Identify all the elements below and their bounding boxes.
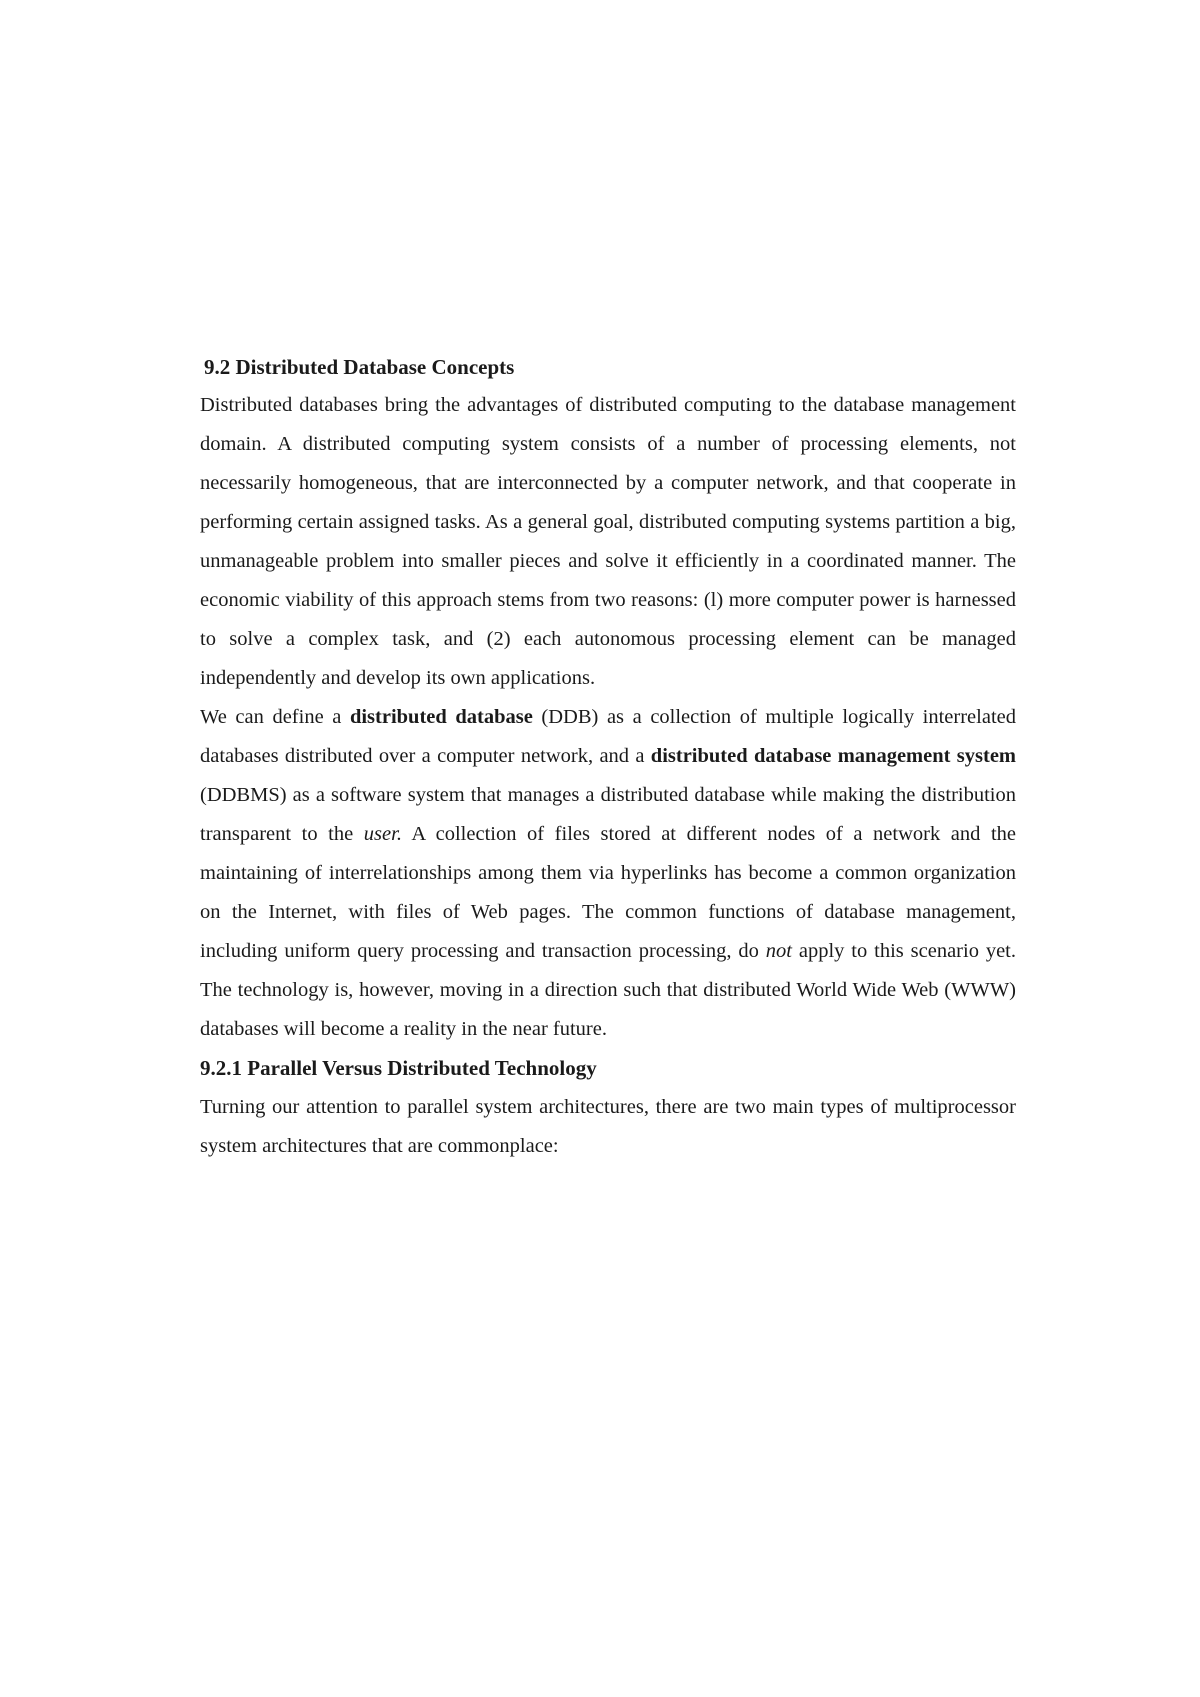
paragraph-text: We can define a	[200, 706, 350, 728]
emphasis-not: not	[765, 940, 792, 962]
term-distributed-database: distributed database	[349, 706, 533, 728]
term-ddbms: distributed database management system	[650, 745, 1016, 767]
paragraph-text: (DDB) as a collection of multiple logically interrelated databases distributed over a computer network, and a	[200, 706, 1016, 767]
paragraph-text: (DDBMS) as a software system that manages a distributed database while making the distribution transparent to the	[200, 784, 1016, 845]
paragraph-text: apply to this scenario yet. The technology is, however, moving in a direction such that distributed World Wide Web (WWW) databases will become a reality in the near future.	[200, 940, 1017, 1040]
subsection-paragraph-1: Turning our attention to parallel system architectures, there are two main types of multiprocessor system architectures that are commonplace:	[200, 1096, 1016, 1157]
paragraph-text: A collection of files stored at different nodes of a network and the maintaining of interrelationships among them via hyperlinks has become a common organization on the Internet, with files of Web pages. The common functions of database management, including uniform query processing and transaction processing, do	[200, 823, 1017, 962]
section-paragraph-2	[200, 698, 1016, 1049]
emphasis-user: user.	[363, 823, 402, 845]
section-heading: 9.2 Distributed Database Concepts	[204, 355, 515, 379]
document-page	[200, 348, 1016, 1166]
subsection-heading: 9.2.1 Parallel Versus Distributed Technology	[200, 1056, 597, 1080]
section-paragraph-1: Distributed databases bring the advantages of distributed computing to the database management domain. A distributed computing system consists of a number of processing elements, not necessarily homogeneous, that are interconnected by a computer network, and that cooperate in performing certain assigned tasks. As a general goal, distributed computing systems partition a big, unmanageable problem into smaller pieces and solve it efficiently in a coordinated manner. The economic viability of this approach stems from two reasons: (l) more computer power is harnessed to solve a complex task, and (2) each autonomous processing element can be managed independently and develop its own applications.	[200, 394, 1016, 689]
